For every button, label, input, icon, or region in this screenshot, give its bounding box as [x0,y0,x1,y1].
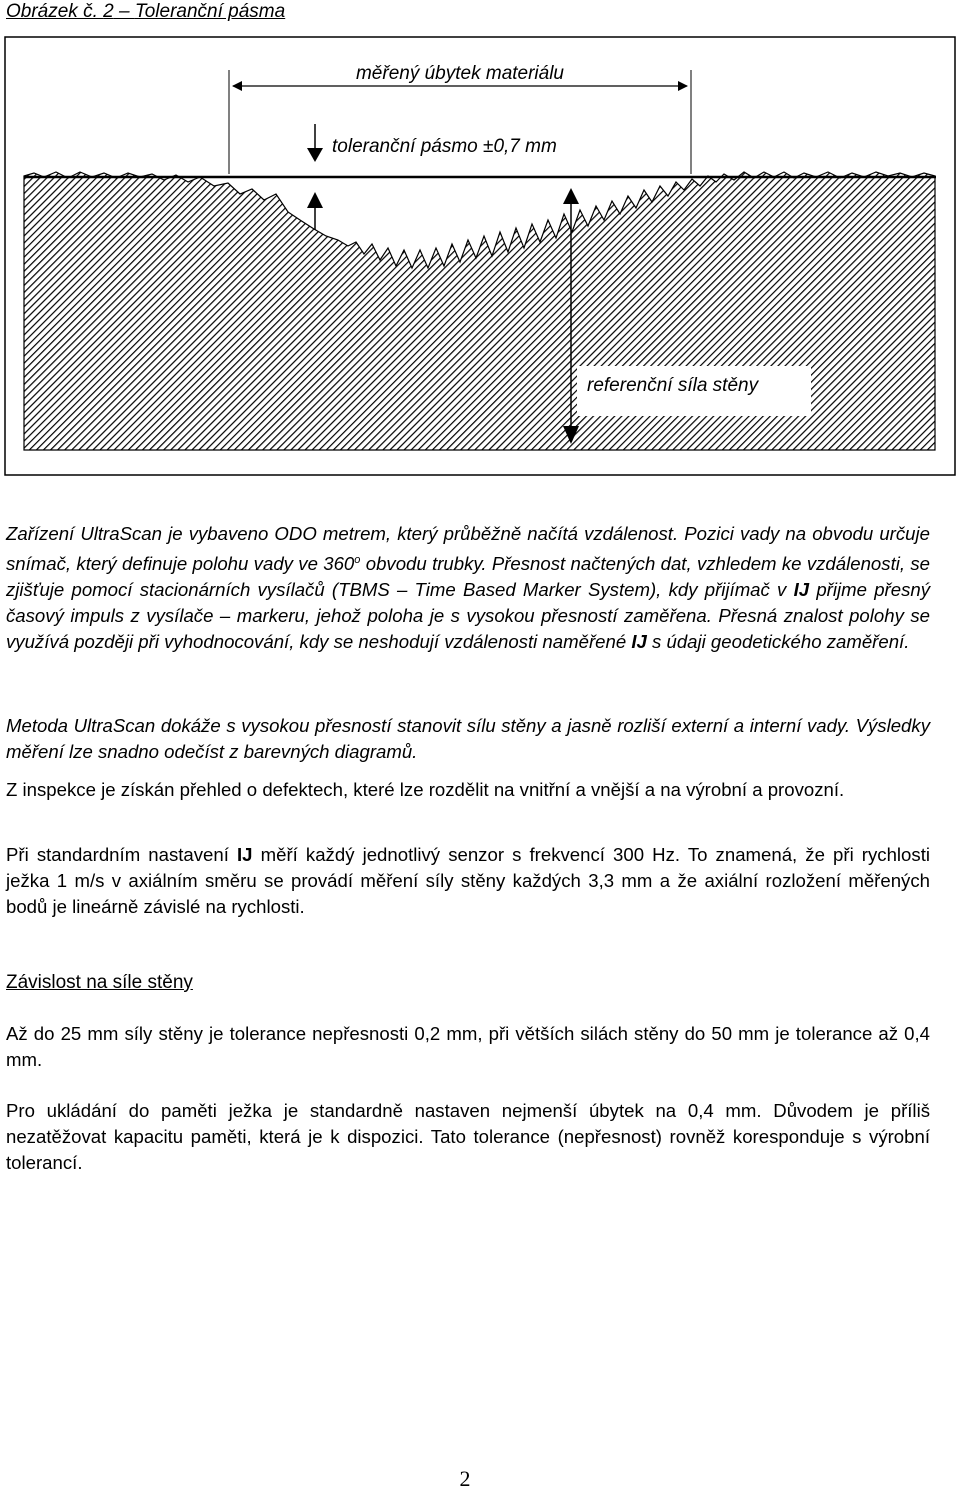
figure-caption [6,0,285,24]
paragraph-1: Zařízení UltraScan je vybaveno ODO metrem, který průběžně načítá vzdálenost. Pozici vady na obvodu určuje snímač, který definuje polohu vady ve 360$^o$ obvodu trubky. Přesnost načtených dat, vzhledem ke vzdálenosti, se zjišťuje pomocí stacionárních vysílačů (TBMS – Time Based Marker System), kdy přijímač v IJ přijme přesný časový impuls z vysílače – markeru, jehož poloha je s vysokou přesností zaměřena. Přesná znalost polohy se využívá později při vyhodnocování, kdy se neshodují vzdálenosti naměřené IJ s údaji geodetického zaměření. [6,523,931,653]
paragraph-4: Při standardním nastavení IJ měří každý jednotlivý senzor s frekvencí 300 Hz. To znamená, že při rychlosti ježka 1 m/s v axiálním směru se provádí měření síly stěny každých 3,3 mm a že axiální rozložení měřených bodů je lineárně závislé na rychlosti. [6,844,930,917]
caption-prefix: Obrázek č. [6,1,104,22]
caption-title: Toleranční pásma [134,1,286,22]
paragraph-5: Až do 25 mm síly stěny je tolerance nepřesnosti 0,2 mm, při větších silách stěny do 50 mm je tolerance až 0,4 mm. [6,1023,930,1070]
tolerance-figure [4,36,956,476]
paragraph-6: Pro ukládání do paměti ježka je standardně nastaven nejmenší úbytek na 0,4 mm. Důvodem je příliš nezatěžovat kapacitu paměti, která je k dispozici. Tato tolerance (nepřesnost) rovněž koresponduje s výrobní tolerancí. [6,1100,930,1173]
paragraph-2: Metoda UltraScan dokáže s vysokou přesností stanovit sílu stěny a jasně rozliší externí a interní vady. Výsledky měření lze snadno odečíst z barevných diagramů. [6,715,930,762]
degree-superscript: o [354,554,361,566]
section-heading: Závislost na síle stěny [6,972,193,993]
reference-label: referenční síla stěny [587,375,759,396]
loss-label: měřený úbytek materiálu [355,63,565,84]
tolerance-label: toleranční pásmo ±0,7 mm [332,136,557,157]
tolerance-diagram [4,36,956,476]
ij-abbr: IJ [793,579,810,601]
tolerance-arrow-top-head [307,148,323,162]
caption-number: 2 [103,1,114,22]
paragraph-3: Z inspekce je získán přehled o defektech, které lze rozdělit na vnitřní a vnější a na výrobní a provozní. [6,779,845,800]
reference-arrow-top-head [563,188,579,204]
caption-dash: – [113,1,135,22]
page-number: 2 [459,1466,471,1491]
ij-abbr: IJ [237,844,253,865]
ij-abbr: IJ [631,631,647,653]
tolerance-arrow-bottom-head [307,192,323,208]
